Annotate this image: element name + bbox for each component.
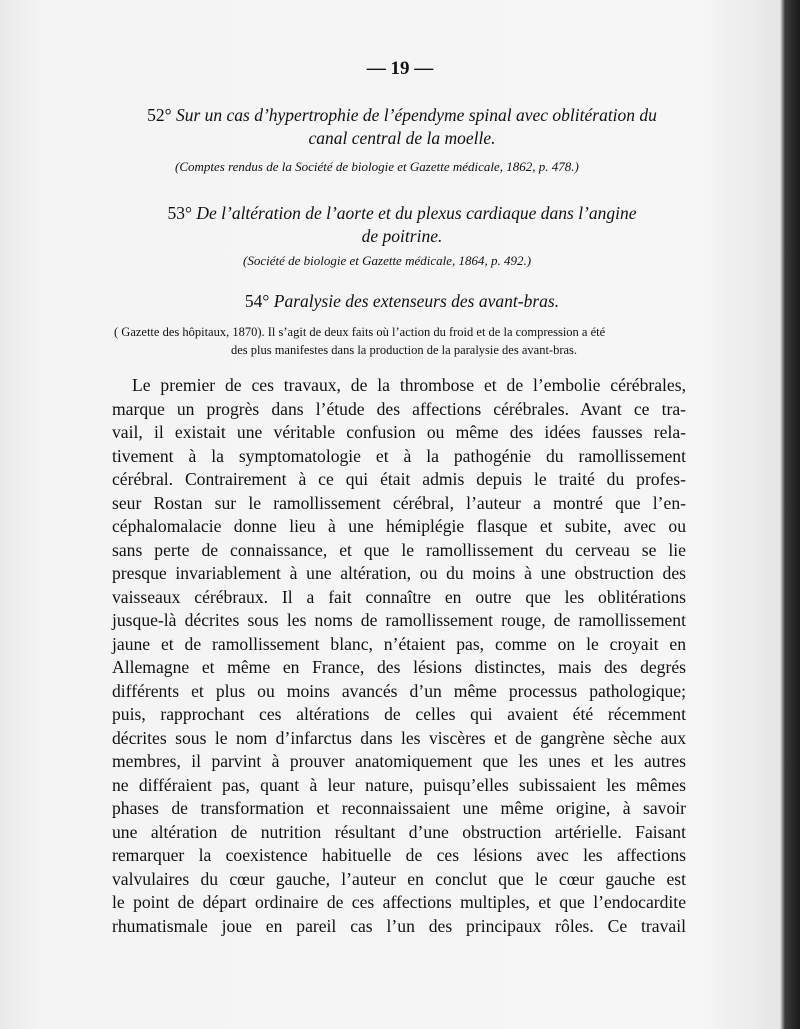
body-line: jaune et de ramollissement blanc, n’étaient pas, comme on le croyait en [112, 633, 686, 654]
entry-53-title-line-2: de poitrine. [361, 226, 443, 246]
entry-52-title-line-1: Sur un cas d’hypertrophie de l’épendyme spinal avec oblitération du [175, 105, 657, 125]
body-line: rhumatismale joue en pareil cas l’un des principaux rôles. Ce travail [112, 915, 686, 936]
body-line: phases de transformation et reconnaissaient une même origine, à savoir [112, 798, 686, 818]
entry-53-title [112, 202, 692, 248]
body-line: marque un progrès dans l’étude des affections cérébrales. Avant ce tra- [112, 398, 686, 419]
body-line: vail, il existait une véritable confusion ou même des idées fausses rela- [112, 422, 686, 442]
entry-54-title-line-1: Paralysie des extenseurs des avant-bras. [273, 291, 560, 311]
entry-53-reference: (Société de biologie et Gazette médicale, 1864, p. 492.) [243, 253, 532, 268]
entry-53-number: 53° [167, 203, 192, 223]
body-line: une altération de nutrition résultant d’une obstruction artérielle. Faisant [112, 821, 686, 842]
body-line: seur Rostan sur le ramollissement cérébral, l’auteur a montré que l’en- [112, 492, 686, 513]
body-line: membres, il parvint à prouver anatomiquement que les unes et les autres [112, 751, 686, 771]
body-line: tivement à la symptomatologie et à la pathogénie du ramollissement [112, 445, 686, 466]
body-line: valvulaires du cœur gauche, l’auteur en conclut que le cœur gauche est [112, 868, 686, 889]
body-line: vaisseaux cérébraux. Il a fait connaître en outre que les oblitérations [112, 586, 686, 607]
entry-52-title-line-2: canal central de la moelle. [308, 128, 496, 148]
body-line: ne différaient pas, quant à leur nature, puisqu’elles subissaient les mêmes [112, 774, 686, 795]
page-number: — 19 — [366, 58, 434, 79]
body-line: le point de départ ordinaire de ces affections multiples, et que l’endocardite [112, 892, 686, 912]
body-line: céphalomalacie donne lieu à une hémiplégie flasque et subite, avec ou [112, 516, 686, 536]
entry-54-note-line-2: des plus manifestes dans la production de la paralysie des avant-bras. [230, 343, 578, 357]
entry-53-title-line-1: De l’altération de l’aorte et du plexus cardiaque dans l’angine [196, 203, 637, 223]
body-line: différents et plus ou moins avancés d’un même processus pathologique; [112, 680, 686, 701]
body-line: presque invariablement à une altération, ou du moins à une obstruction des [112, 563, 686, 583]
body-line: puis, rapprochant ces altérations de celles qui avaient été récemment [112, 704, 686, 724]
body-line: jusque-là décrites sous les noms de ramollissement rouge, de ramollissement [112, 610, 686, 630]
body-line: remarquer la coexistence habituelle de ces lésions avec les affections [112, 845, 686, 865]
entry-52-number: 52° [147, 105, 172, 125]
entry-52-title [112, 104, 692, 150]
entry-54-title [112, 290, 692, 313]
body-line: cérébral. Contrairement à ce qui était admis depuis le traité du profes- [112, 469, 686, 489]
body-line: Le premier de ces travaux, de la thrombose et de l’embolie cérébrales, [132, 375, 686, 395]
entry-52-reference: (Comptes rendus de la Société de biologie et Gazette médicale, 1862, p. 478.) [175, 159, 579, 174]
body-paragraph [112, 374, 686, 938]
body-line: sans perte de connaissance, et que le ramollissement du cerveau se lie [112, 539, 686, 560]
entry-54-note-line-1: ( Gazette des hôpitaux, 1870). Il s’agit de deux faits où l’action du froid et de la compression a été [114, 325, 606, 339]
body-line: décrites sous le nom d’infarctus dans les viscères et de gangrène sèche aux [112, 727, 686, 748]
body-line: Allemagne et même en France, des lésions distinctes, mais des degrés [112, 657, 686, 677]
entry-54-number: 54° [244, 291, 270, 311]
entry-54-note [114, 323, 694, 359]
